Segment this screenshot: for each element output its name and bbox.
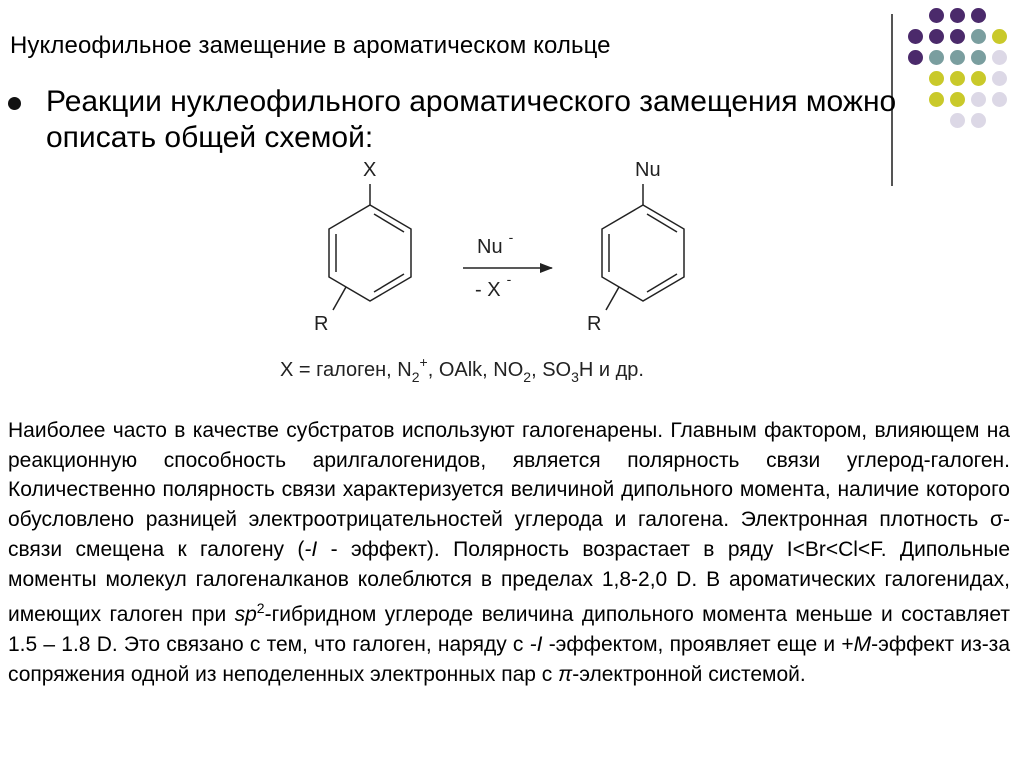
decorative-dot: [992, 29, 1007, 44]
decorative-dot: [929, 8, 944, 23]
product-substituent-nu: Nu: [635, 159, 661, 181]
decorative-dot: [971, 8, 986, 23]
reactant-substituent-x: X: [363, 159, 377, 181]
x-definition: X = галоген, $N_2^+$, OAlk, $NO_2$, $SO_3H$ и др.: [280, 354, 644, 385]
product-benzene-ring: [602, 184, 684, 310]
bullet-icon: [8, 97, 21, 110]
decorative-dot: [950, 8, 965, 23]
product-substituent-r: R: [587, 313, 602, 335]
decorative-dot: [950, 29, 965, 44]
decorative-dot: [908, 50, 923, 65]
reaction-scheme: [270, 150, 810, 390]
paragraph-text: Наиболее часто в качестве субстратов используют галогенарены. Главным фактором, влияющем на реакционную способность арилгалогенидов, является полярность связи углерод-галоген. Количественно полярность связи характеризуется величиной дипольного момента, наличие которого обусловлено разницей электроотрицательностей углерода и галогена. Электронная плотность σ-связи смещена к галогену (-I - эффект). Полярность возрастает в ряду I<Br<Cl<F. Дипольные моменты молекул галогеналканов колеблются в пределах 1,8-2,0 D. В ароматических галогенидах, имеющих галоген при $sp^2$-гибридном углероде величина дипольного момента меньше и составляет 1.5 – 1.8 D. Это связано с тем, что галоген, наряду с -I -эффектом, проявляет еще и +M-эффект из-за сопряжения одной из неподеленных электронных пар с π-электронной системой.: [8, 419, 1010, 686]
decorative-dot: [971, 50, 986, 65]
decorative-dot: [992, 50, 1007, 65]
reactant-substituent-r: R: [314, 313, 329, 335]
reagent-leaving-group: - X -: [475, 271, 512, 301]
decorative-dot: [908, 29, 923, 44]
decorative-dot: [950, 50, 965, 65]
decorative-dot: [971, 29, 986, 44]
slide-title: Нуклеофильное замещение в ароматическом кольце: [10, 32, 611, 59]
bullet-text: Реакции нуклеофильного ароматического замещения можно описать общей схемой:: [46, 85, 897, 154]
reagent-nucleophile: Nu -: [477, 229, 514, 258]
reactant-benzene-ring: [329, 184, 411, 310]
body-paragraph: [8, 416, 1010, 689]
decorative-dot: [929, 50, 944, 65]
decorative-dot: [929, 29, 944, 44]
